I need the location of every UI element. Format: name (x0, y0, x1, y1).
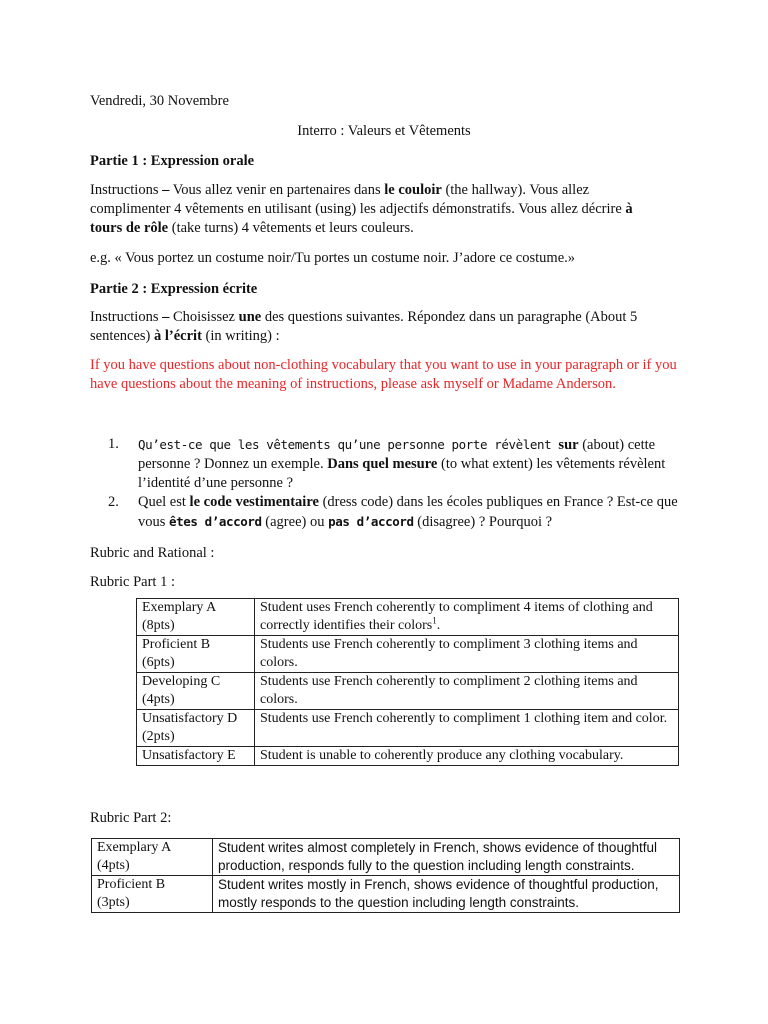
table-row: Proficient B (6pts) Students use French coherently to compliment 3 clothing items and colors. (137, 636, 679, 673)
table-row: Unsatisfactory E Student is unable to coherently produce any clothing vocabulary. (137, 747, 679, 766)
partie1-instructions: Instructions – Vous allez venir en partenaires dans le couloir (the hallway). Vous allez complimenter 4 vêtements en utilisant (using) les adjectifs démonstratifs. Vous allez décrire à tours de rôle (take turns) 4 vêtements et leurs couleurs. (90, 182, 633, 236)
page-title: Interro : Valeurs et Vêtements (297, 123, 471, 139)
table-row: Proficient B (3pts) Student writes mostly in French, shows evidence of thoughtful production, mostly responds to the question including length constraints. (92, 876, 680, 913)
rubric-heading: Rubric and Rational : (90, 545, 215, 561)
rubric-part1-table (136, 598, 679, 766)
table-row: Unsatisfactory D (2pts) Students use French coherently to compliment 1 clothing item and color. (137, 710, 679, 747)
rubric-part2-table (91, 838, 680, 913)
partie1-example: e.g. « Vous portez un costume noir/Tu portes un costume noir. J’adore ce costume.» (90, 250, 576, 266)
table-row: Developing C (4pts) Students use French coherently to compliment 2 clothing items and colors. (137, 673, 679, 710)
list-item: 2. Quel est le code vestimentaire (dress code) dans les écoles publiques en France ? Est-ce que vous êtes d’accord (agree) ou pas d’accord (disagree) ? Pourquoi ? (108, 494, 678, 530)
rubric-part1-label: Rubric Part 1 : (90, 574, 175, 590)
teacher-notice: If you have questions about non-clothing vocabulary that you want to use in your paragraph or if you have questions about the meaning of instructions, please ask myself or Madame Anderson. (90, 357, 677, 392)
partie2-heading: Partie 2 : Expression écrite (90, 281, 258, 297)
date-line: Vendredi, 30 Novembre (90, 93, 229, 109)
partie1-heading: Partie 1 : Expression orale (90, 153, 255, 169)
partie2-instructions: Instructions – Choisissez une des questions suivantes. Répondez dans un paragraphe (About 5 sentences) à l’écrit (in writing) : (90, 309, 638, 344)
question-list (108, 435, 688, 532)
table-row: Exemplary A (8pts) Student uses French coherently to compliment 4 items of clothing and correctly identifies their colors$^1$. (137, 599, 679, 636)
rubric-part2-label: Rubric Part 2: (90, 810, 172, 826)
table-row: Exemplary A (4pts) Student writes almost completely in French, shows evidence of thoughtful production, responds fully to the question including length constraints. (92, 839, 680, 876)
list-item: 1. Qu’est-ce que les vêtements qu’une personne porte révèlent sur (about) cette personne ? Donnez un exemple. Dans quel mesure (to what extent) les vêtements révèlent l’identité d’une personne ? (108, 436, 666, 491)
